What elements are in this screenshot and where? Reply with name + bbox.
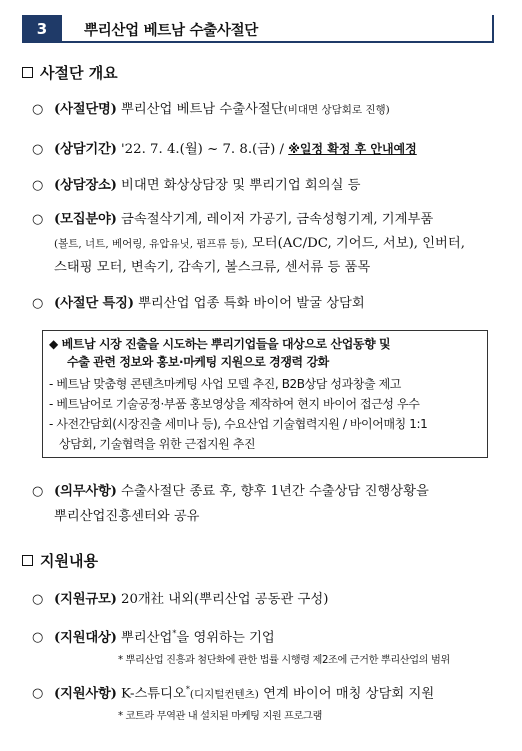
duty-line2: 뿌리산업진흥센터와 공유 <box>54 509 200 524</box>
section1-title: 사절단 개요 <box>40 64 118 82</box>
item-label: (상담장소) <box>54 178 117 193</box>
item-text: 수출사절단 종료 후, 향후 1년간 수출상담 진행상황을 <box>121 484 429 499</box>
circle-bullet-icon: ○ <box>32 630 44 646</box>
circle-bullet-icon: ○ <box>32 142 44 157</box>
item-text: 뿌리산업 베트남 수출사절단 <box>121 102 284 117</box>
support-footnote: * 코트라 무역관 내 설치된 마케팅 지원 프로그램 <box>118 711 322 722</box>
checkbox-square-icon <box>22 67 33 78</box>
callout-bullet-1: - 베트남 맞춤형 콘텐츠마케팅 사업 모델 추진, B2B상담 성과창출 제고 <box>49 377 401 391</box>
item-text: 20개社 내외(뿌리산업 공동관 구성) <box>121 592 329 607</box>
features-callout-box <box>42 330 488 458</box>
schedule-notice: ※일정 확정 후 안내예정 <box>288 142 417 156</box>
item-label: (지원규모) <box>54 592 117 607</box>
circle-bullet-icon: ○ <box>32 178 44 193</box>
item-text: 뿌리산업 <box>121 630 173 646</box>
circle-bullet-icon: ○ <box>32 484 44 499</box>
list-item-features <box>32 294 365 314</box>
item-text: '22. 7. 4.(월) ~ 7. 8.(금) / <box>121 142 289 157</box>
item-label: (사절단명) <box>54 102 117 117</box>
header-underline <box>62 41 494 43</box>
fields-line2: (볼트, 너트, 베어링, 유압유닛, 펌프류 등), 모터(AC/DC, 기어드, 서보), 인버터, <box>54 236 465 251</box>
section-number: 3 <box>22 15 62 43</box>
section2-heading <box>22 550 98 571</box>
section-title: 뿌리산업 베트남 수출사절단 <box>84 23 258 39</box>
list-item-support: ○ (지원사항) K-스튜디오*(디지털컨텐츠) 연계 바이어 매칭 상담회 지원 <box>32 680 434 704</box>
list-item-scale <box>32 590 328 610</box>
list-item-mission-name <box>32 100 390 120</box>
callout-bullet-2: - 베트남어로 기술공정·부품 홍보영상을 제작하여 현지 바이어 접근성 우수 <box>49 397 420 411</box>
circle-bullet-icon: ○ <box>32 102 44 117</box>
circle-bullet-icon: ○ <box>32 592 44 607</box>
callout-bullet-3-cont: 상담회, 기술협력을 위한 근접지원 추진 <box>59 437 256 451</box>
checkbox-square-icon <box>22 555 33 566</box>
item-text: K-스튜디오 <box>121 686 186 702</box>
item-text: 뿌리산업 업종 특화 바이어 발굴 상담회 <box>138 296 365 311</box>
item-text: 금속절삭기계, 레이저 가공기, 금속성형기계, 기계부품 <box>121 212 434 227</box>
section2-title: 지원내용 <box>40 552 98 570</box>
circle-bullet-icon: ○ <box>32 212 44 227</box>
fields-line3: 스태핑 모터, 변속기, 감속기, 볼스크류, 센서류 등 품목 <box>54 260 371 275</box>
list-item-venue <box>32 176 361 196</box>
callout-head-line1: ◆ 베트남 시장 진출을 시도하는 뿌리기업들을 대상으로 산업동향 및 <box>49 337 391 351</box>
callout-head-line2: 수출 관련 정보와 홍보·마케팅 지원으로 경쟁력 강화 <box>67 355 329 369</box>
target-footnote: * 뿌리산업 진흥과 첨단화에 관한 법률 시행령 제2조에 근거한 뿌리산업의 범위 <box>118 655 450 666</box>
section1-heading <box>22 62 118 83</box>
list-item-target: ○ (지원대상) 뿌리산업*을 영위하는 기업 <box>32 624 275 648</box>
item-text: 비대면 화상상담장 및 뿌리기업 회의실 등 <box>121 178 361 193</box>
item-label: (지원사항) <box>54 686 117 702</box>
list-item-fields <box>32 210 433 230</box>
header-right-tick <box>492 15 494 43</box>
item-label: (상담기간) <box>54 142 117 157</box>
circle-bullet-icon: ○ <box>32 686 44 702</box>
item-label: (의무사항) <box>54 484 117 499</box>
circle-bullet-icon: ○ <box>32 296 44 311</box>
list-item-period <box>32 139 417 160</box>
callout-bullet-3: - 사전간담회(시장진출 세미나 등), 수요산업 기술협력지원 / 바이어매칭 1:1 <box>49 417 428 431</box>
item-label: (지원대상) <box>54 630 117 646</box>
section-header <box>22 15 494 43</box>
item-note: (비대면 상담회로 진행) <box>283 104 390 116</box>
item-label: (사절단 특징) <box>54 296 134 311</box>
item-label: (모집분야) <box>54 212 117 227</box>
list-item-duty <box>32 482 429 502</box>
